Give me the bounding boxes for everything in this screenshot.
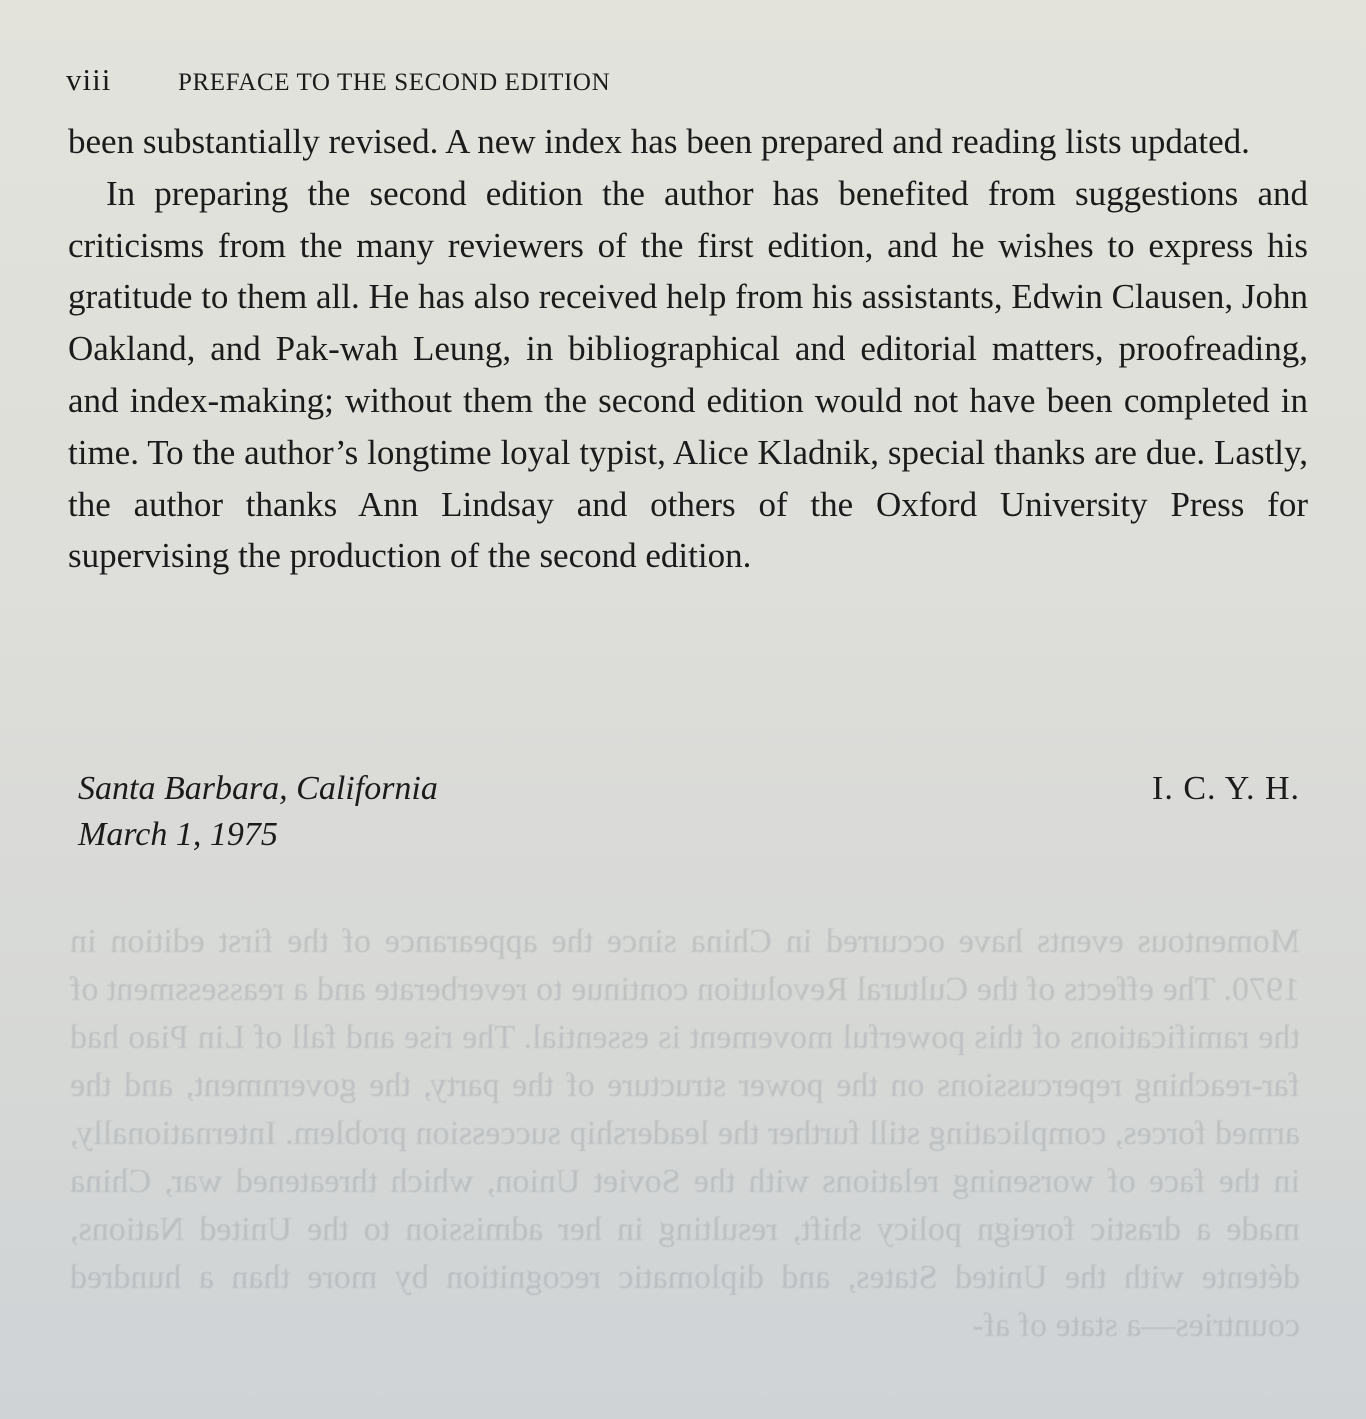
running-head: [66, 62, 610, 98]
show-through-text: [70, 918, 1300, 1350]
paragraph-acknowledgements: In preparing the second edition the author has benefited from suggestions and criticisms from the many reviewers of the first edition, and he wishes to express his gratitude to them all. He has also received help from his assistants, Edwin Clausen, John Oakland, and Pak-wah Leung, in bibliographical and editorial matters, proofreading, and index-making; without them the second edition would not have been completed in time. To the author’s longtime loyal typist, Alice Kladnik, special thanks are due. Lastly, the author thanks Ann Lindsay and others of the Oxford University Press for supervising the production of the second edition.: [68, 173, 1308, 576]
signoff-date: March 1, 1975: [78, 816, 278, 853]
preface-body: [68, 116, 1308, 582]
signoff-block: [78, 766, 1300, 858]
paragraph-continuation: been substantially revised. A new index has been prepared and reading lists updated.: [68, 122, 1250, 161]
show-through-paragraph: Momentous events have occurred in China since the appearance of the first edition in 1970. The effects of the Cultural Revolution continue to reverberate and a reassessment of the ramifications of this powerful movement is essential. The rise and fall of Lin Piao had far-reaching repercussions on the power structure of the party, the government, and the armed forces, complicating still further the leadership succession problem. Internationally, in the face of worsening relations with the Soviet Union, which threatened war, China made a drastic foreign policy shift, resulting in her admission to the United Nations, détente with the United States, and diplomatic recognition by more than a hundred countries—a state of af-: [70, 923, 1300, 1344]
signoff-place: Santa Barbara, California: [78, 770, 438, 807]
page-number: viii: [66, 62, 112, 97]
author-initials: I. C. Y. H.: [1152, 770, 1300, 807]
running-head-title: PREFACE TO THE SECOND EDITION: [178, 69, 611, 96]
